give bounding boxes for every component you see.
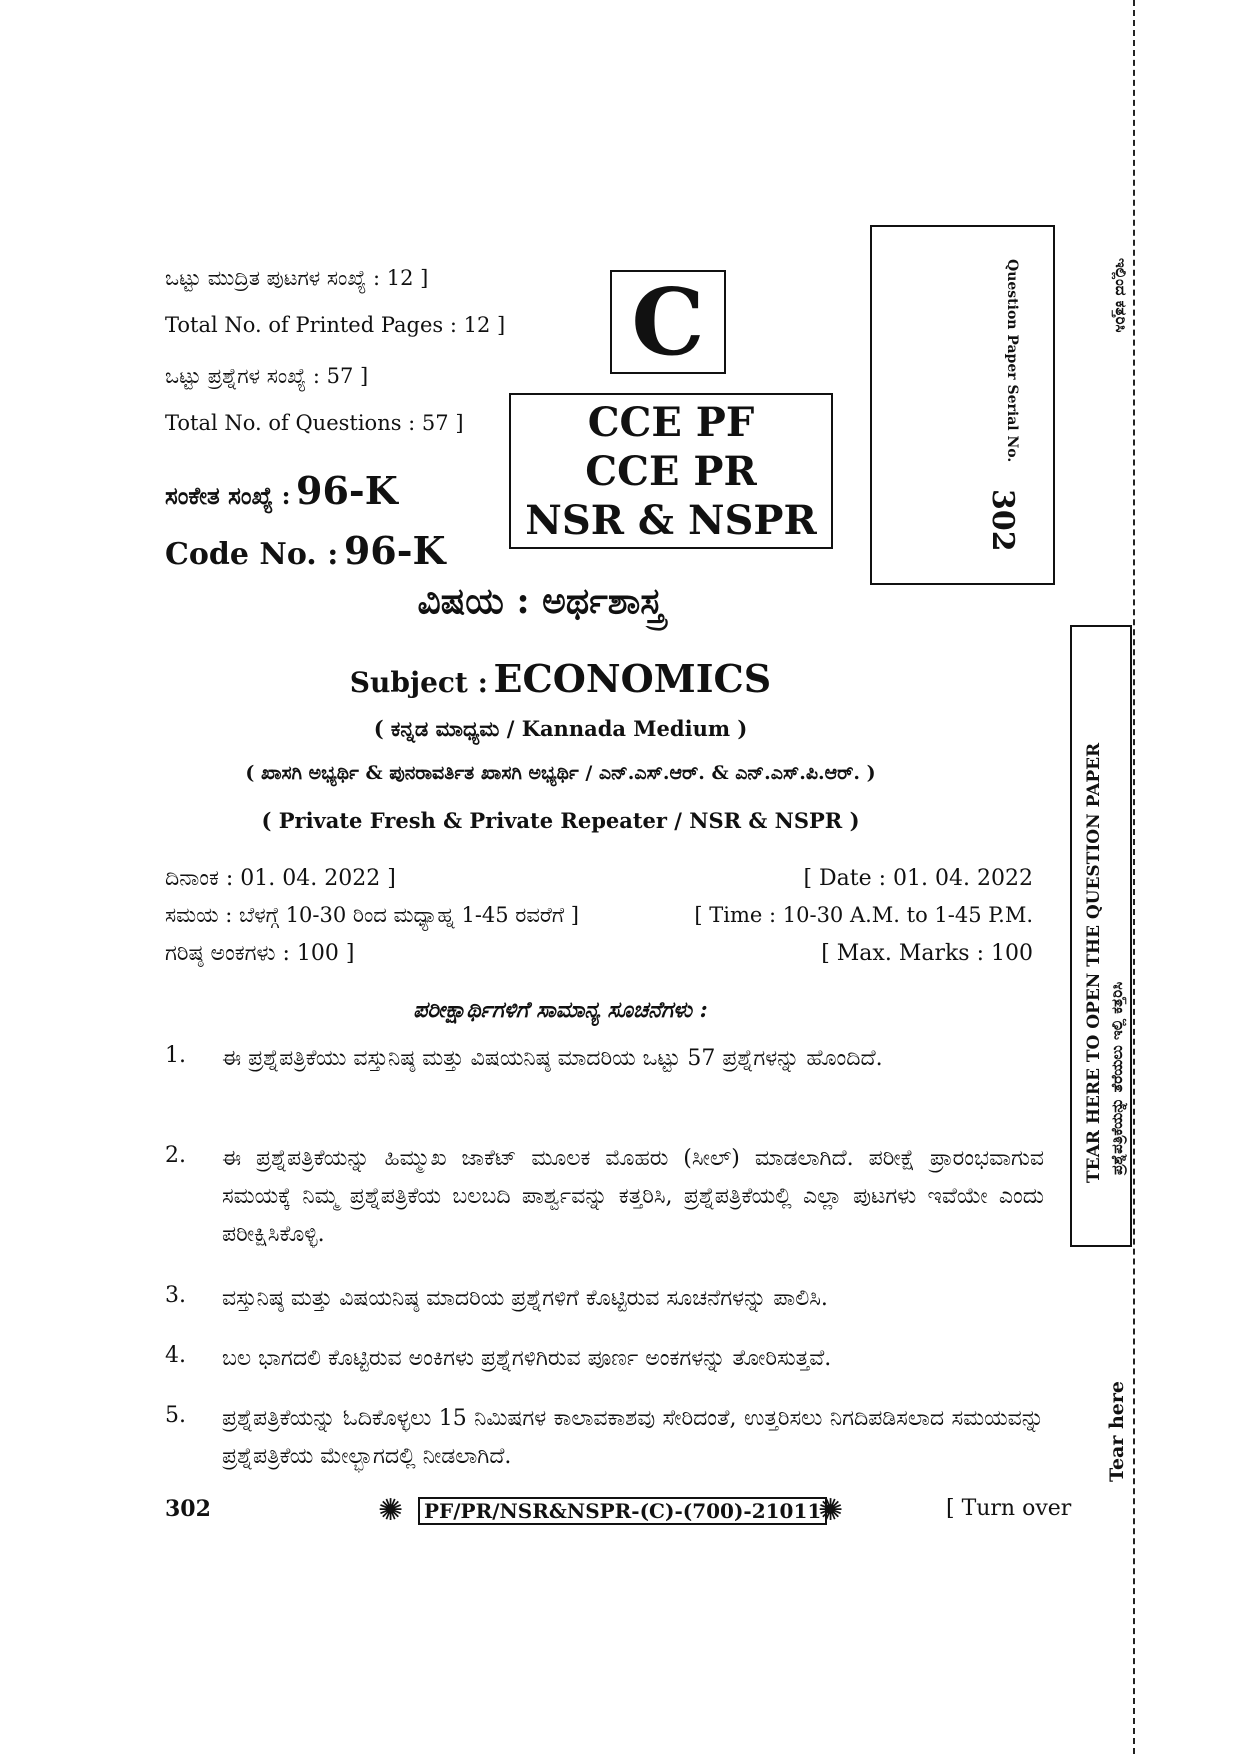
serial-number: 302 [985,489,1020,552]
code-number-kannada [165,468,398,513]
code-kn-value: 96-K [296,468,398,513]
instruction-5-number: 5. [165,1403,186,1428]
code-en-label: Code No. : [165,537,339,572]
cut-here-kannada: ಇಲ್ಲಿಂದ ಕತ್ತರಿಸಿ [1112,258,1130,333]
total-questions-kannada: ಒಟ್ಟು ಪ್ರಶ್ನೆಗಳ ಸಂಖ್ಯೆ : 57 ] [165,364,369,388]
serial-number-box [870,225,1055,585]
category-english: ( Private Fresh & Private Repeater / NSR & NSPR ) [261,808,860,833]
version-letter-box: C [610,270,726,374]
instruction-1-number: 1. [165,1043,186,1068]
tear-here-kannada: ಪ್ರಶ್ನೆಪತ್ರಿಕೆಯನ್ನು ತೆರೆಯಲು ಇಲ್ಲಿ ಕತ್ತರಿಸಿ [1108,981,1126,1175]
turn-over: [ Turn over [946,1496,1072,1521]
total-questions-english: Total No. of Questions : 57 ] [165,411,464,435]
total-pages-english: Total No. of Printed Pages : 12 ] [165,313,506,337]
instruction-5-text: ಪ್ರಶ್ನೆಪತ್ರಿಕೆಯನ್ನು ಓದಿಕೊಳ್ಳಲು 15 ನಿಮಿಷಗಳ ಕಾಲಾವಕಾಶವು ಸೇರಿದಂತೆ, ಉತ್ತರಿಸಲು ನಿಗದಿಪಡಿಸಲಾದ ಸಮಯವನ್ನು ಪ್ರಶ್ನೆಪತ್ರಿಕೆಯ ಮೇಲ್ಭಾಗದಲ್ಲಿ ನೀಡಲಾಗಿದೆ. [222,1406,1044,1469]
exam-type-nsr-nspr: NSR & NSPR [525,496,817,544]
instruction-4-text: ಬಲ ಭಾಗದಲಿ ಕೊಟ್ಟಿರುವ ಅಂಕಿಗಳು ಪ್ರಶ್ನೆಗಳಿಗಿರುವ ಪೂರ್ಣ ಅಂಕಗಳನ್ನು ತೋರಿಸುತ್ತವೆ. [222,1346,832,1371]
date-kannada: ದಿನಾಂಕ : 01. 04. 2022 ] [165,866,396,891]
exam-type-cce-pf: CCE PF [587,398,755,446]
instruction-1-text: ಈ ಪ್ರಶ್ನೆಪತ್ರಿಕೆಯು ವಸ್ತುನಿಷ್ಠ ಮತ್ತು ವಿಷಯನಿಷ್ಠ ಮಾದರಿಯ ಒಟ್ಟು 57 ಪ್ರಶ್ನೆಗಳನ್ನು ಹೊಂದಿದೆ. [222,1046,883,1071]
serial-label: Question Paper Serial No. [1004,259,1020,463]
category-kannada: ( ಖಾಸಗಿ ಅಭ್ಯರ್ಥಿ & ಪುನರಾವರ್ತಿತ ಖಾಸಗಿ ಅಭ್ಯರ್ಥಿ / ಎನ್.ಎಸ್.ಆರ್. & ಎನ್.ಎಸ್.ಪಿ.ಆರ್. ) [245,762,876,784]
instruction-4-number: 4. [165,1343,186,1368]
instruction-2-text: ಈ ಪ್ರಶ್ನೆಪತ್ರಿಕೆಯನ್ನು ಹಿಮ್ಮುಖ ಜಾಕೆಟ್ ಮೂಲಕ ಮೊಹರು (ಸೀಲ್) ಮಾಡಲಾಗಿದೆ. ಪರೀಕ್ಷೆ ಪ್ರಾರಂಭವಾಗುವ ಸಮಯಕ್ಕೆ ನಿಮ್ಮ ಪ್ರಶ್ನೆಪತ್ರಿಕೆಯ ಬಲಬದಿ ಪಾರ್ಶ್ವವನ್ನು ಕತ್ತರಿಸಿ, ಪ್ರಶ್ನೆಪತ್ರಿಕೆಯಲ್ಲಿ ಎಲ್ಲಾ ಪುಟಗಳು ಇವೆಯೇ ಎಂದು ಪರೀಕ್ಷಿಸಿಕೊಳ್ಳಿ. [222,1146,1044,1247]
date-english: [ Date : 01. 04. 2022 [803,866,1033,891]
total-pages-kannada: ಒಟ್ಟು ಮುದ್ರಿತ ಪುಟಗಳ ಸಂಖ್ಯೆ : 12 ] [165,266,429,290]
time-english: [ Time : 10-30 A.M. to 1-45 P.M. [694,903,1033,927]
subject-label: Subject : [349,666,488,699]
instruction-3-text: ವಸ್ತುನಿಷ್ಠ ಮತ್ತು ವಿಷಯನಿಷ್ಠ ಮಾದರಿಯ ಪ್ರಶ್ನೆಗಳಿಗೆ ಕೊಟ್ಟಿರುವ ಸೂಚನೆಗಳನ್ನು ಪಾಲಿಸಿ. [222,1286,828,1311]
subject-kannada: ವಿಷಯ : ಅರ್ಥಶಾಸ್ತ್ರ [417,580,664,622]
instruction-3-number: 3. [165,1283,186,1308]
medium-line: ( ಕನ್ನಡ ಮಾಧ್ಯಮ / Kannada Medium ) [373,716,748,741]
marks-kannada: ಗರಿಷ್ಠ ಅಂಕಗಳು : 100 ] [165,941,355,966]
code-en-value: 96-K [343,528,446,573]
marks-english: [ Max. Marks : 100 [821,941,1033,966]
exam-types-box [509,393,833,549]
tear-here-short: Tear here [1106,1381,1128,1482]
subject-value: ECONOMICS [493,656,772,701]
exam-type-cce-pr: CCE PR [585,447,757,495]
code-kn-label: ಸಂಕೇತ ಸಂಖ್ಯೆ : [165,481,291,510]
instruction-2-number: 2. [165,1143,186,1168]
star-ornament-icon: ✺ [818,1493,844,1528]
star-ornament-icon: ✺ [378,1493,404,1528]
subject-english [0,656,1181,701]
instructions-heading: ಪರೀಕ್ಷಾರ್ಥಿಗಳಿಗೆ ಸಾಮಾನ್ಯ ಸೂಚನೆಗಳು : [413,997,708,1023]
time-kannada: ಸಮಯ : ಬೆಳಗ್ಗೆ 10-30 ರಿಂದ ಮಧ್ಯಾಹ್ನ 1-45 ರವರೆಗೆ ] [165,903,579,927]
code-number-english [165,528,446,573]
tear-here-english: TEAR HERE TO OPEN THE QUESTION PAPER [1084,742,1104,1183]
footer-print-code: PF/PR/NSR&NSPR-(C)-(700)-21011 [418,1497,827,1525]
cut-line [1133,0,1135,1754]
footer-page-code: 302 [165,1496,211,1522]
